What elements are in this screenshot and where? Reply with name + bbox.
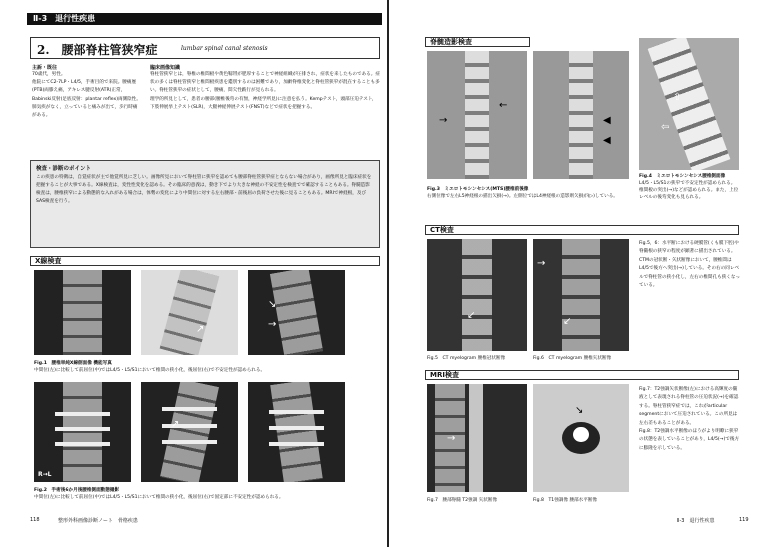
ct-coronal-image — [427, 239, 527, 351]
fig3-caption — [427, 186, 632, 200]
fig2-caption — [34, 487, 374, 501]
rl-label: R→L — [38, 471, 52, 478]
fig56-description: Fig.5，6：水平断における硬膜管(くも膜下腔)や脊髄根の狭窄の程度が顕著に描出されている。CTMの冠状断・矢状断像において，腰椎間はL4/5で後方へ突出(→)している。その右の同レベルで脊柱管の狭小化し，左右の椎間孔も狭くなっている。 — [639, 241, 741, 289]
case-column — [32, 64, 142, 120]
xray-extension-image — [248, 270, 345, 355]
myelo-section-title: 脊髄造影検査 — [425, 37, 530, 47]
section-header: Ⅱ-3 退行性疾患 — [27, 13, 382, 25]
xray-flexion-image — [141, 270, 238, 355]
fig78-description: Fig.7：T2強調矢状断像(左)における高輝度の髄液として表現される脊柱管の圧迫状況(→)を確認する。脊柱管狭窄症では，これがarticular segmentにおいて圧迫されている。この所見は左右差もあることがある。 Fig.8：T2強調水平断像のほうがより明瞭に狭窄の状態を表していることがあり，L4/5(→)で後方に膨隆を示している。 — [639, 387, 740, 451]
fig3-caption-text: 右側位像で左右L5神経根の描出欠損(→)。左側位ではL4神経根の造影剤欠損が(▷)している。 — [427, 194, 618, 199]
chapter-title-box — [30, 37, 380, 59]
arrow-icon: ↗ — [171, 419, 180, 430]
clinical-column — [150, 64, 380, 112]
myelo-lateral-image — [639, 38, 739, 170]
postop-extension-image — [248, 382, 345, 482]
chapter-english-title: lumbar spinal canal stenosis — [181, 45, 268, 52]
xray-neutral-image — [34, 270, 131, 355]
mri-section-title: MRI検査 — [425, 370, 739, 380]
myelo-ap-left-image — [533, 51, 629, 179]
fig7-caption: Fig.7 腰部脊髄 T2強調 矢状断像 — [427, 498, 498, 503]
mri-sagittal-image — [427, 384, 527, 492]
myelo-ap-right-image — [427, 51, 527, 179]
footer-title: Ⅱ-3 退行性疾患 — [677, 518, 715, 524]
arrow-icon: ⇧ — [673, 92, 682, 103]
chapter-title: 2. 腰部脊柱管狭窄症 — [37, 43, 158, 57]
fig1-caption-head: Fig.1 腰椎単純X線側面像 機能写真 — [34, 361, 112, 366]
footer-title: 整形外科画像診断ノート 骨格疾患 — [58, 518, 138, 524]
arrow-icon: ↙ — [467, 310, 476, 321]
fig1-caption — [34, 360, 374, 374]
points-title: 検査・診断のポイント — [36, 166, 92, 172]
ct-section-title: CT検査 — [425, 225, 739, 235]
fig5-caption: Fig.5 CT myelogram 腰椎冠状断像 — [427, 356, 506, 361]
postop-neutral-image — [34, 382, 131, 482]
fig4-caption-head: Fig.4 ミエロトモシンセシス腰椎側面像 — [639, 174, 726, 179]
case-text: 70歳代，男性。 他院にてC2-7LP・L4/5，手術目的で来院。腰痛歴(PTB)両膝え痛，アキレス腱反射(ATR)正常，Babinski反射(足底反射：plantar reflex)両側陰性。肺気疾がなく，立っていると痛みが出て，歩行時痛がある。 — [32, 72, 141, 119]
fig4-caption-text: L4/5・L5/S1の狭窄で不安定性が認められる。椎間板の突出(→)などが認められる。また，上位レベルの後弯変化も見られる。 — [639, 181, 739, 200]
fig6-caption: Fig.6 CT myelogram 腰椎矢状断像 — [533, 356, 612, 361]
clinical-text: 脊柱管狭窄とは，脊椎の椎間板や黄色靱帯が肥厚することで神経組織が圧排され，症状を来したものである。症状の多くは脊柱管狭窄と椎間板疾患を鑑別するのは困難であり，加齢脊椎変化と脊柱管狭窄が混在することも多い。脊柱管狭窄の症状として，腰痛，間欠性跛行が見られる。 理学的所見として，患者の腰部(腰椎後弯の有無，神経学所見)に注意を払う。Kempテスト，頭部圧迫テスト，下肢伸展挙上テスト(SLR)，大腿神経伸展テスト(FNST)などで症状を把握する。 — [150, 72, 380, 110]
fig8-caption: Fig.8 T1強調像 腰部水平断像 — [533, 498, 598, 503]
footer-page-number: 118 — [30, 517, 40, 523]
arrow-icon: → — [268, 319, 277, 330]
arrow-icon: ↘ — [268, 299, 277, 310]
arrow-icon: → — [537, 258, 546, 269]
footer-page-number: 119 — [739, 517, 749, 523]
arrow-icon: ↗ — [196, 324, 205, 335]
fig2-caption-text: 中間位(左)に比較して前屈位(中)ではL4/5・L5/S1において椎間の狭小化，後屈位(右)で固定部に不安定性が認められる。 — [34, 495, 284, 500]
arrow-icon: ↙ — [563, 316, 572, 327]
clinical-label: 臨床画像知識 — [150, 65, 181, 71]
arrowhead-icon: ◀ — [603, 115, 611, 126]
arrow-icon: ⇦ — [661, 122, 670, 133]
mri-axial-image — [533, 384, 629, 492]
arrow-icon: ← — [499, 100, 508, 111]
fig4-caption — [639, 173, 739, 201]
arrow-icon: → — [439, 115, 448, 126]
ct-sagittal-image — [533, 239, 629, 351]
xray-section-title: X線検査 — [30, 256, 380, 266]
postop-flexion-image — [141, 382, 238, 482]
arrow-icon: ↘ — [575, 405, 584, 416]
arrow-icon: → — [447, 433, 456, 444]
case-label: 主訴・既往 — [32, 65, 58, 71]
arrowhead-icon: ◀ — [603, 135, 611, 146]
points-text: この疾患の特徴は，自覚症状が主で他覚所見に乏しい。画像所見において脊柱管に狭窄を認めても腰部脊柱管狭窄症とならない場合があり，画像所見と臨床症状を把握することが大事である。X線検査は，変性性変化を認める。その臨床的意義は，動き下でより大きな神経の不安定性を検査でで確認することもある。脊髄造影検査は，腰椎狭窄による動態的な入れがある場合は，体勢の変化により中間位に対する左右腰部・前後屈の負荷させた後に見ることもある。MRIで神経根，及びSAS検査を行う。 — [36, 175, 372, 204]
fig3-caption-head: Fig.3 ミエロトモシンセシス(MTS)腰椎前後像 — [427, 187, 529, 192]
fig2-caption-head: Fig.2 手術後6か月後腰椎側面動態撮影 — [34, 488, 120, 493]
diagnosis-points-box — [30, 160, 380, 248]
right-page — [387, 0, 774, 547]
fig1-caption-text: 中間位(左)に比較して前屈位(中)ではL4/5・L5/S1において椎間の狭小化，後屈位(右)で不安定性が認められる。 — [34, 368, 266, 373]
